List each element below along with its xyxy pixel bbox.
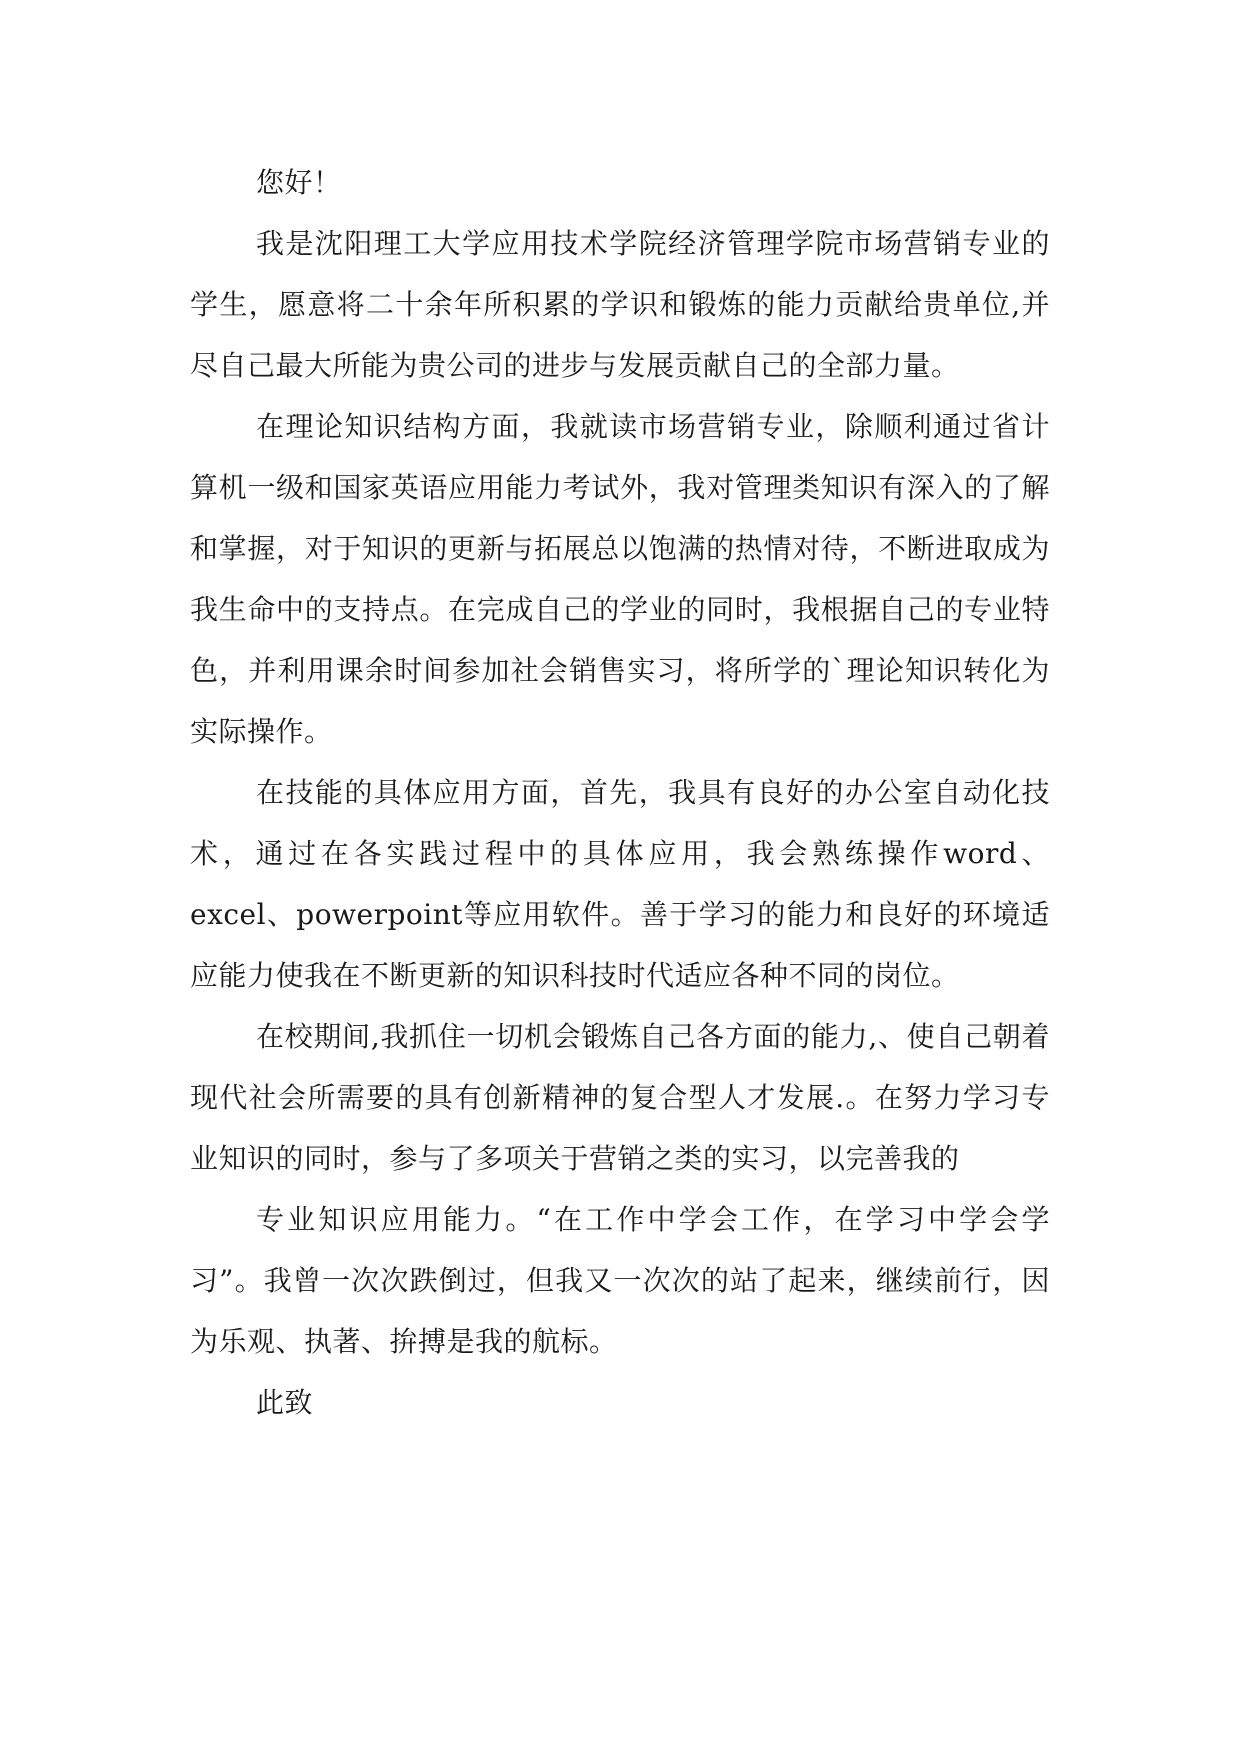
paragraph-introduction: 我是沈阳理工大学应用技术学院经济管理学院市场营销专业的学生，愿意将二十余年所积累的学识和锻炼的能力贡献给贵单位,并尽自己最大所能为贵公司的进步与发展贡献自己的全部力量。 (190, 227, 1050, 382)
closing-salutation: 此致 (256, 1386, 314, 1419)
paragraph-application-ability: 专业知识应用能力。“在工作中学会工作，在学习中学会学习”。我曾一次次跌倒过，但我又一次次的站了起来，继续前行，因为乐观、执著、拚搏是我的航标。 (190, 1203, 1050, 1358)
paragraph-theory-knowledge: 在理论知识结构方面，我就读市场营销专业，除顺利通过省计算机一级和国家英语应用能力考试外，我对管理类知识有深入的了解和掌握，对于知识的更新与拓展总以饱满的热情对待，不断进取成为我生命中的支持点。在完成自己的学业的同时，我根据自己的专业特色，并利用课余时间参加社会销售实习，将所学的`理论知识转化为实际操作。 (190, 410, 1050, 748)
paragraph-school-period: 在校期间,我抓住一切机会锻炼自己各方面的能力,、使自己朝着现代社会所需要的具有创新精神的复合型人才发展.。在努力学习专业知识的同时，参与了多项关于营销之类的实习，以完善我的 (190, 1020, 1050, 1175)
letter-body (190, 152, 1050, 1433)
paragraph-skills: 在技能的具体应用方面，首先，我具有良好的办公室自动化技术，通过在各实践过程中的具体应用，我会熟练操作word、excel、powerpoint等应用软件。善于学习的能力和良好的环境适应能力使我在不断更新的知识科技时代适应各种不同的岗位。 (190, 776, 1050, 992)
greeting: 您好！ (256, 166, 342, 199)
